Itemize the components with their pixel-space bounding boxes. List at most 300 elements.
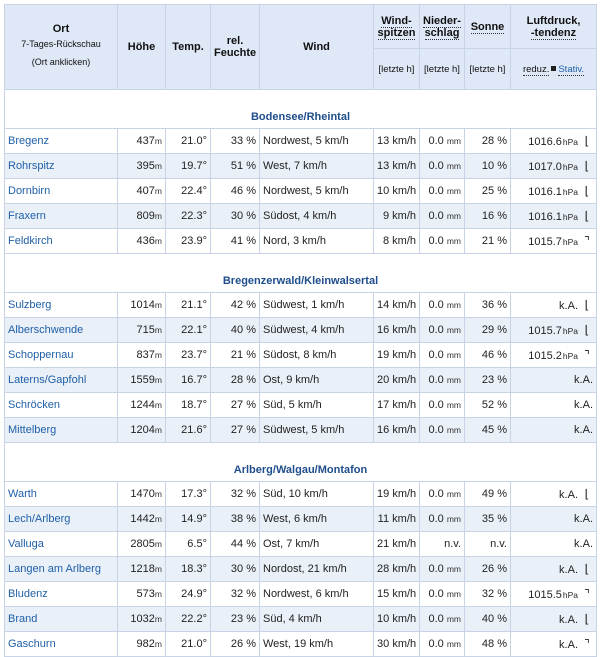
temperature-cell bbox=[166, 632, 211, 657]
percent-unit: % bbox=[246, 135, 256, 147]
header-spitzen-sub: [letzte h] bbox=[374, 49, 420, 90]
altitude-value: 1032 bbox=[130, 613, 155, 625]
gust-cell bbox=[374, 632, 420, 657]
pressure-cell bbox=[511, 418, 597, 443]
humidity-cell bbox=[211, 343, 260, 368]
humidity-value: 38 bbox=[230, 513, 244, 525]
sunshine-cell bbox=[465, 632, 511, 657]
precip-value: 0.0 bbox=[428, 324, 444, 336]
percent-unit: % bbox=[497, 638, 507, 650]
station-link[interactable]: Bregenz bbox=[5, 129, 118, 154]
temperature-cell bbox=[166, 204, 211, 229]
wind-cell: West, 6 km/h bbox=[260, 507, 374, 532]
pressure-trend-icon: ⌊ bbox=[584, 298, 590, 312]
temperature-cell bbox=[166, 418, 211, 443]
pressure-trend-icon: ⌊ bbox=[584, 209, 590, 223]
station-link[interactable]: Dornbirn bbox=[5, 179, 118, 204]
altitude-unit: m bbox=[154, 489, 162, 499]
percent-unit: % bbox=[497, 424, 507, 436]
precip-value: 0.0 bbox=[428, 185, 444, 197]
pressure-cell bbox=[511, 532, 597, 557]
pressure-trend-icon: ⌝ bbox=[584, 348, 590, 362]
pressure-cell bbox=[511, 154, 597, 179]
percent-unit: % bbox=[246, 513, 256, 525]
gust-cell bbox=[374, 557, 420, 582]
precip-cell bbox=[420, 318, 465, 343]
temperature-cell bbox=[166, 607, 211, 632]
gust-value: 13 bbox=[377, 160, 390, 172]
degree-unit: ° bbox=[202, 210, 207, 222]
temperature-value: 19.7 bbox=[181, 160, 203, 172]
gust-cell bbox=[374, 293, 420, 318]
temperature-value: 21.0 bbox=[181, 638, 203, 650]
degree-unit: ° bbox=[202, 135, 207, 147]
precip-cell bbox=[420, 418, 465, 443]
gust-cell bbox=[374, 482, 420, 507]
humidity-cell bbox=[211, 179, 260, 204]
percent-unit: % bbox=[497, 349, 507, 361]
percent-unit: % bbox=[497, 324, 507, 336]
altitude-unit: m bbox=[154, 589, 162, 599]
humidity-value: 32 bbox=[230, 488, 244, 500]
gust-unit: km/h bbox=[392, 613, 417, 625]
header-luft-sub bbox=[511, 49, 597, 90]
header-spitzen bbox=[374, 5, 420, 49]
degree-unit: ° bbox=[202, 638, 207, 650]
pressure-value: 1017.0 bbox=[528, 161, 562, 173]
altitude-unit: m bbox=[154, 614, 162, 624]
station-link[interactable]: Sulzberg bbox=[5, 293, 118, 318]
gust-cell bbox=[374, 179, 420, 204]
altitude-value: 407 bbox=[136, 185, 155, 197]
temperature-cell bbox=[166, 129, 211, 154]
temperature-value: 22.4 bbox=[181, 185, 203, 197]
station-link[interactable]: Schoppernau bbox=[5, 343, 118, 368]
sunshine-cell bbox=[465, 129, 511, 154]
gust-unit: km/h bbox=[392, 299, 417, 311]
sunshine-cell bbox=[465, 154, 511, 179]
degree-unit: ° bbox=[202, 299, 207, 311]
station-link[interactable]: Feldkirch bbox=[5, 229, 118, 254]
wind-cell: Süd, 10 km/h bbox=[260, 482, 374, 507]
percent-unit: % bbox=[246, 374, 256, 386]
sunshine-value: 46 bbox=[481, 349, 495, 361]
humidity-value: 40 bbox=[230, 324, 244, 336]
degree-unit: ° bbox=[202, 613, 207, 625]
percent-unit: % bbox=[246, 210, 256, 222]
precip-cell bbox=[420, 507, 465, 532]
altitude-value: 1218 bbox=[130, 563, 155, 575]
station-link[interactable]: Bludenz bbox=[5, 582, 118, 607]
precip-unit: mm bbox=[446, 564, 461, 574]
region-heading-row bbox=[5, 270, 597, 293]
pressure-value: 1015.5 bbox=[528, 589, 562, 601]
pressure-unit: hPa bbox=[562, 137, 578, 147]
table-row bbox=[5, 632, 597, 657]
humidity-cell bbox=[211, 204, 260, 229]
precip-cell bbox=[420, 632, 465, 657]
humidity-cell bbox=[211, 507, 260, 532]
precip-unit: mm bbox=[446, 375, 461, 385]
percent-unit: % bbox=[497, 588, 507, 600]
altitude-unit: m bbox=[154, 211, 162, 221]
precip-cell bbox=[420, 154, 465, 179]
precip-unit: mm bbox=[446, 186, 461, 196]
table-row bbox=[5, 154, 597, 179]
precip-unit: mm bbox=[446, 136, 461, 146]
pressure-cell bbox=[511, 293, 597, 318]
header-nieder-sub: [letzte h] bbox=[420, 49, 465, 90]
header-nieder bbox=[420, 5, 465, 49]
pressure-trend-icon: ⌊ bbox=[584, 184, 590, 198]
altitude-cell bbox=[118, 368, 166, 393]
gust-unit: km/h bbox=[392, 638, 417, 650]
sunshine-cell bbox=[465, 418, 511, 443]
temperature-cell bbox=[166, 368, 211, 393]
gust-value: 16 bbox=[377, 324, 390, 336]
header-ort-label: Ort bbox=[52, 23, 70, 35]
wind-cell: West, 19 km/h bbox=[260, 632, 374, 657]
table-row bbox=[5, 582, 597, 607]
station-link[interactable]: Lech/Arlberg bbox=[5, 507, 118, 532]
pressure-cell bbox=[511, 632, 597, 657]
wind-cell: Südwest, 4 km/h bbox=[260, 318, 374, 343]
table-row bbox=[5, 229, 597, 254]
region-heading: Bodensee/Rheintal bbox=[5, 106, 597, 129]
wind-cell: Ost, 9 km/h bbox=[260, 368, 374, 393]
station-link[interactable]: Gaschurn bbox=[5, 632, 118, 657]
humidity-value: 32 bbox=[230, 588, 244, 600]
header-spitzen-line1: Wind- bbox=[381, 14, 412, 27]
altitude-unit: m bbox=[154, 564, 162, 574]
header-nieder-line1: Nieder- bbox=[423, 14, 461, 27]
gust-unit: km/h bbox=[392, 185, 417, 197]
humidity-cell bbox=[211, 368, 260, 393]
humidity-value: 21 bbox=[230, 349, 244, 361]
temperature-cell bbox=[166, 582, 211, 607]
station-link[interactable]: Warth bbox=[5, 482, 118, 507]
wind-cell: Nordwest, 5 km/h bbox=[260, 129, 374, 154]
altitude-value: 436 bbox=[136, 235, 155, 247]
humidity-cell bbox=[211, 557, 260, 582]
station-link[interactable]: Brand bbox=[5, 607, 118, 632]
header-sonne-sub: [letzte h] bbox=[465, 49, 511, 90]
header-sonne bbox=[465, 5, 511, 49]
temperature-value: 22.1 bbox=[181, 324, 203, 336]
pressure-value: k.A. bbox=[559, 489, 578, 501]
humidity-value: 27 bbox=[230, 424, 244, 436]
altitude-unit: m bbox=[154, 136, 162, 146]
pressure-value: k.A. bbox=[559, 639, 578, 651]
temperature-value: 18.7 bbox=[181, 399, 203, 411]
gust-unit: km/h bbox=[392, 324, 417, 336]
altitude-value: 437 bbox=[136, 135, 155, 147]
header-feuchte-line1: rel. bbox=[226, 35, 244, 47]
pressure-trend-icon: ⌝ bbox=[584, 637, 590, 651]
gust-value: 28 bbox=[377, 563, 390, 575]
gust-value: 11 bbox=[377, 513, 390, 525]
pressure-value: k.A. bbox=[574, 538, 593, 550]
sunshine-value: 10 bbox=[481, 160, 495, 172]
pressure-value: 1015.7 bbox=[528, 325, 562, 337]
altitude-value: 395 bbox=[136, 160, 155, 172]
sunshine-cell bbox=[465, 179, 511, 204]
gust-unit: km/h bbox=[392, 538, 417, 550]
station-link[interactable]: Valluga bbox=[5, 532, 118, 557]
humidity-cell bbox=[211, 393, 260, 418]
station-link[interactable]: Fraxern bbox=[5, 204, 118, 229]
precip-unit: mm bbox=[446, 350, 461, 360]
precip-unit: mm bbox=[446, 489, 461, 499]
station-link[interactable]: Schröcken bbox=[5, 393, 118, 418]
gust-cell bbox=[374, 204, 420, 229]
altitude-cell bbox=[118, 293, 166, 318]
precip-value: 0.0 bbox=[428, 563, 444, 575]
pressure-value: k.A. bbox=[559, 564, 578, 576]
sunshine-cell bbox=[465, 368, 511, 393]
temperature-value: 6.5 bbox=[187, 538, 203, 550]
temperature-cell bbox=[166, 179, 211, 204]
gust-cell bbox=[374, 418, 420, 443]
gust-value: 30 bbox=[377, 638, 390, 650]
temperature-value: 22.2 bbox=[181, 613, 203, 625]
station-link[interactable]: Laterns/Gapfohl bbox=[5, 368, 118, 393]
altitude-value: 1442 bbox=[130, 513, 155, 525]
altitude-value: 573 bbox=[136, 588, 155, 600]
gust-unit: km/h bbox=[392, 235, 416, 247]
humidity-value: 33 bbox=[230, 135, 244, 147]
altitude-value: 1014 bbox=[130, 299, 155, 311]
station-link[interactable]: Alberschwende bbox=[5, 318, 118, 343]
header-luftdruck bbox=[511, 5, 597, 49]
header-luft-line2: -tendenz bbox=[530, 26, 577, 39]
pressure-value: k.A. bbox=[574, 424, 593, 436]
altitude-unit: m bbox=[154, 539, 162, 549]
table-header bbox=[5, 5, 597, 90]
altitude-cell bbox=[118, 318, 166, 343]
degree-unit: ° bbox=[202, 399, 207, 411]
temperature-cell bbox=[166, 343, 211, 368]
gust-unit: km/h bbox=[392, 374, 417, 386]
pressure-trend-icon: ⌝ bbox=[584, 234, 590, 248]
pressure-cell bbox=[511, 482, 597, 507]
temperature-value: 21.6 bbox=[181, 424, 203, 436]
station-link[interactable]: Rohrspitz bbox=[5, 154, 118, 179]
gust-cell bbox=[374, 368, 420, 393]
table-row bbox=[5, 507, 597, 532]
temperature-value: 14.9 bbox=[181, 513, 203, 525]
pressure-trend-icon: ⌊ bbox=[584, 487, 590, 501]
altitude-cell bbox=[118, 557, 166, 582]
region-spacer bbox=[5, 90, 597, 107]
percent-unit: % bbox=[246, 160, 256, 172]
sunshine-value: 23 bbox=[481, 374, 495, 386]
percent-unit: % bbox=[497, 399, 507, 411]
altitude-unit: m bbox=[154, 425, 162, 435]
region-heading-row bbox=[5, 106, 597, 129]
table-row bbox=[5, 418, 597, 443]
precip-value: 0.0 bbox=[428, 210, 444, 222]
pressure-unit: hPa bbox=[562, 326, 578, 336]
pressure-cell bbox=[511, 204, 597, 229]
station-link[interactable]: Mittelberg bbox=[5, 418, 118, 443]
precip-value: 0.0 bbox=[428, 135, 444, 147]
temperature-cell bbox=[166, 557, 211, 582]
pressure-trend-icon: ⌊ bbox=[584, 562, 590, 576]
gust-value: 19 bbox=[377, 488, 390, 500]
precip-cell bbox=[420, 607, 465, 632]
humidity-cell bbox=[211, 418, 260, 443]
table-row bbox=[5, 343, 597, 368]
sunshine-value: n.v. bbox=[490, 538, 507, 550]
altitude-unit: m bbox=[154, 236, 162, 246]
sunshine-value: 21 bbox=[481, 235, 495, 247]
sunshine-value: 45 bbox=[481, 424, 495, 436]
altitude-cell bbox=[118, 229, 166, 254]
wind-cell: Nordwest, 5 km/h bbox=[260, 179, 374, 204]
percent-unit: % bbox=[246, 324, 256, 336]
altitude-cell bbox=[118, 343, 166, 368]
sunshine-cell bbox=[465, 293, 511, 318]
pressure-cell bbox=[511, 582, 597, 607]
humidity-value: 27 bbox=[230, 399, 244, 411]
altitude-unit: m bbox=[154, 325, 162, 335]
pressure-value: k.A. bbox=[574, 399, 593, 411]
pressure-value: 1015.2 bbox=[528, 350, 562, 362]
pressure-value: 1016.1 bbox=[528, 211, 562, 223]
precip-cell bbox=[420, 343, 465, 368]
pressure-unit: hPa bbox=[562, 162, 578, 172]
pressure-cell bbox=[511, 343, 597, 368]
gust-cell bbox=[374, 229, 420, 254]
wind-cell: West, 7 km/h bbox=[260, 154, 374, 179]
sunshine-value: 52 bbox=[481, 399, 495, 411]
degree-unit: ° bbox=[202, 349, 207, 361]
percent-unit: % bbox=[246, 613, 256, 625]
gust-value: 10 bbox=[377, 613, 390, 625]
wind-cell: Nordost, 21 km/h bbox=[260, 557, 374, 582]
reduz-option[interactable]: reduz. bbox=[522, 63, 550, 75]
altitude-value: 715 bbox=[136, 324, 155, 336]
sunshine-cell bbox=[465, 482, 511, 507]
precip-unit: mm bbox=[446, 639, 461, 649]
sunshine-cell bbox=[465, 204, 511, 229]
weather-table bbox=[4, 4, 597, 657]
percent-unit: % bbox=[246, 488, 256, 500]
sunshine-value: 35 bbox=[481, 513, 495, 525]
sunshine-cell bbox=[465, 318, 511, 343]
gust-unit: km/h bbox=[392, 563, 417, 575]
pressure-cell bbox=[511, 129, 597, 154]
percent-unit: % bbox=[497, 210, 507, 222]
gust-unit: km/h bbox=[392, 588, 417, 600]
altitude-cell bbox=[118, 154, 166, 179]
sunshine-cell bbox=[465, 557, 511, 582]
precip-cell bbox=[420, 532, 465, 557]
humidity-value: 26 bbox=[230, 638, 244, 650]
sunshine-cell bbox=[465, 607, 511, 632]
altitude-value: 1559 bbox=[130, 374, 155, 386]
humidity-value: 42 bbox=[230, 299, 244, 311]
precip-unit: mm bbox=[446, 425, 461, 435]
pressure-unit: hPa bbox=[562, 351, 578, 361]
selected-square-icon bbox=[551, 66, 556, 71]
table-row bbox=[5, 607, 597, 632]
degree-unit: ° bbox=[202, 185, 207, 197]
precip-value: 0.0 bbox=[428, 374, 444, 386]
percent-unit: % bbox=[497, 563, 507, 575]
pressure-trend-icon: ⌊ bbox=[584, 159, 590, 173]
wind-cell: Südost, 4 km/h bbox=[260, 204, 374, 229]
pressure-trend-icon: ⌊ bbox=[584, 323, 590, 337]
wind-cell: Nord, 3 km/h bbox=[260, 229, 374, 254]
sunshine-value: 25 bbox=[481, 185, 495, 197]
header-sonne-label: Sonne bbox=[470, 20, 505, 33]
pressure-cell bbox=[511, 368, 597, 393]
header-luft-line1: Luftdruck, bbox=[526, 14, 581, 27]
precip-unit: mm bbox=[446, 325, 461, 335]
altitude-value: 1204 bbox=[130, 424, 155, 436]
altitude-unit: m bbox=[154, 300, 162, 310]
stativ-link[interactable]: Stativ. bbox=[558, 63, 585, 75]
altitude-unit: m bbox=[154, 161, 162, 171]
humidity-cell bbox=[211, 229, 260, 254]
percent-unit: % bbox=[246, 349, 256, 361]
percent-unit: % bbox=[246, 424, 256, 436]
sunshine-value: 49 bbox=[481, 488, 495, 500]
pressure-cell bbox=[511, 607, 597, 632]
gust-value: 21 bbox=[377, 538, 390, 550]
humidity-cell bbox=[211, 293, 260, 318]
precip-unit: mm bbox=[446, 236, 461, 246]
temperature-value: 23.7 bbox=[181, 349, 203, 361]
altitude-unit: m bbox=[154, 375, 162, 385]
degree-unit: ° bbox=[202, 424, 207, 436]
altitude-cell bbox=[118, 418, 166, 443]
station-link[interactable]: Langen am Arlberg bbox=[5, 557, 118, 582]
temperature-cell bbox=[166, 393, 211, 418]
altitude-value: 2805 bbox=[130, 538, 155, 550]
gust-unit: km/h bbox=[392, 160, 417, 172]
sunshine-value: 36 bbox=[481, 299, 495, 311]
header-feuchte-line2: Feuchte bbox=[214, 47, 257, 59]
sunshine-value: 26 bbox=[481, 563, 495, 575]
altitude-value: 982 bbox=[136, 638, 155, 650]
gust-cell bbox=[374, 154, 420, 179]
altitude-cell bbox=[118, 532, 166, 557]
pressure-cell bbox=[511, 393, 597, 418]
percent-unit: % bbox=[497, 135, 507, 147]
temperature-value: 22.3 bbox=[181, 210, 203, 222]
precip-value: 0.0 bbox=[428, 488, 444, 500]
precip-value: 0.0 bbox=[428, 513, 444, 525]
humidity-cell bbox=[211, 607, 260, 632]
altitude-cell bbox=[118, 507, 166, 532]
weather-table-container bbox=[4, 4, 596, 657]
region-heading: Arlberg/Walgau/Montafon bbox=[5, 459, 597, 482]
percent-unit: % bbox=[497, 299, 507, 311]
sunshine-cell bbox=[465, 532, 511, 557]
precip-unit: mm bbox=[446, 614, 461, 624]
table-row bbox=[5, 557, 597, 582]
temperature-cell bbox=[166, 293, 211, 318]
table-row bbox=[5, 393, 597, 418]
percent-unit: % bbox=[497, 488, 507, 500]
humidity-value: 46 bbox=[230, 185, 244, 197]
degree-unit: ° bbox=[202, 513, 207, 525]
percent-unit: % bbox=[246, 399, 256, 411]
gust-cell bbox=[374, 393, 420, 418]
